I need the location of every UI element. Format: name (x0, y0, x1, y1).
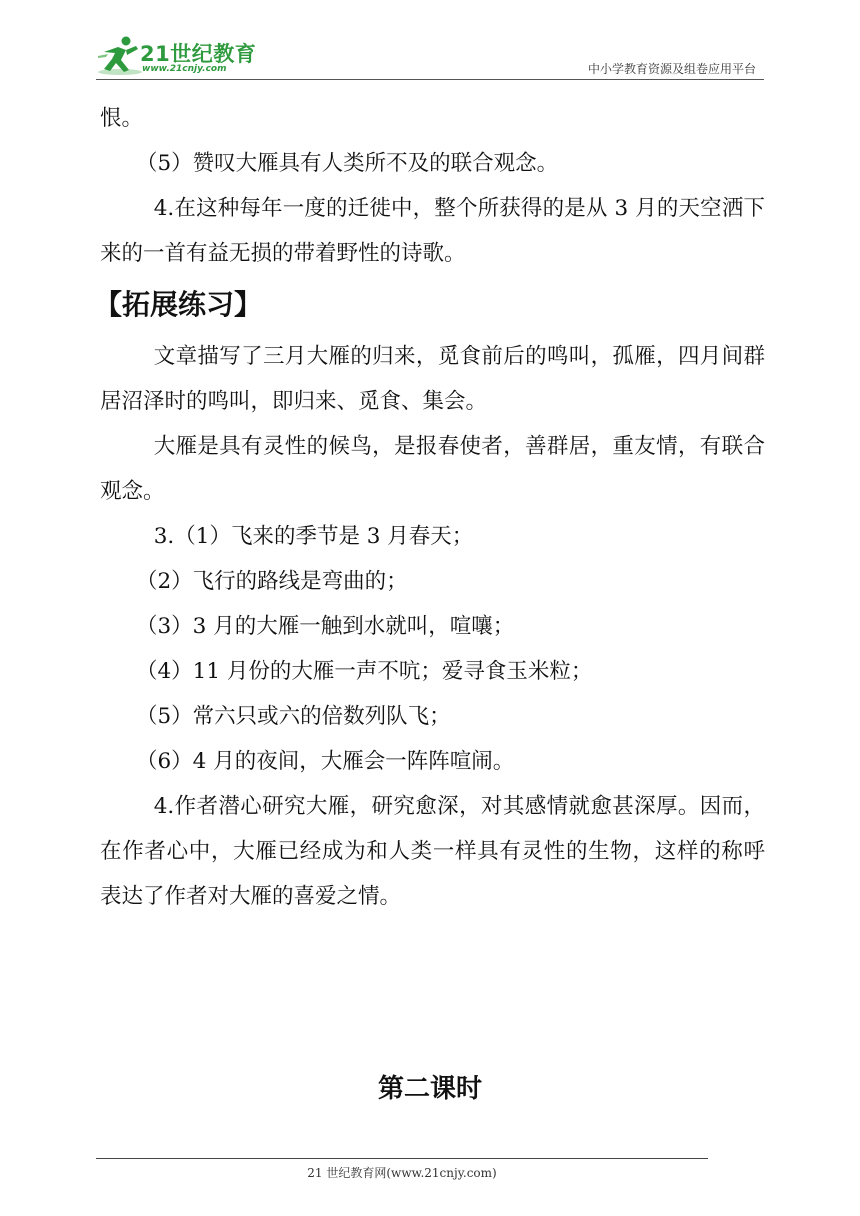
footer-divider (96, 1158, 708, 1159)
footer-link[interactable]: 21 世纪教育网(www.21cnjy.com) (307, 1166, 497, 1180)
runner-logo-icon (96, 34, 142, 78)
paragraph: （2）飞行的路线是弯曲的； (136, 569, 408, 594)
paragraph: （4）11 月份的大雁一声不吭；爱寻食玉米粒； (136, 659, 593, 684)
page-header (96, 30, 764, 82)
paragraph: 恨。 (100, 106, 144, 131)
paragraph: （3）3 月的大雁一触到水就叫，喧嚷； (136, 614, 515, 639)
site-logo (96, 34, 266, 78)
paragraph: （6）4 月的夜间，大雁会一阵阵喧闹。 (136, 749, 515, 774)
section-title: 【拓展练习】 (94, 288, 263, 321)
platform-name: 中小学教育资源及组卷应用平台 (587, 62, 756, 76)
logo-text: 21世纪教育 (140, 42, 257, 66)
paragraph: 大雁是具有灵性的候鸟，是报春使者，善群居，重友情，有联合观念。 (100, 434, 765, 504)
document-body (94, 96, 765, 919)
paragraph: （5）常六只或六的倍数列队飞； (136, 704, 451, 729)
paragraph: （5）赞叹大雁具有人类所不及的联合观念。 (136, 151, 559, 176)
logo-url: www.21cnjy.com (142, 64, 227, 74)
paragraph: 4.作者潜心研究大雁，研究愈深，对其感情就愈甚深厚。因而，在作者心中，大雁已经成为和人类一样具有灵性的生物，这样的称呼表达了作者对大雁的喜爱之情。 (100, 794, 765, 909)
paragraph: 4.在这种每年一度的迁徙中，整个所获得的是从 3 月的天空洒下来的一首有益无损的带着野性的诗歌。 (100, 196, 765, 266)
lesson-title: 第二课时 (377, 1074, 482, 1104)
paragraph: 文章描写了三月大雁的归来，觅食前后的鸣叫，孤雁，四月间群居沼泽时的鸣叫，即归来、觅食、集会。 (100, 344, 765, 414)
paragraph: 3.（1）飞来的季节是 3 月春天； (153, 524, 474, 549)
header-divider (96, 79, 764, 80)
